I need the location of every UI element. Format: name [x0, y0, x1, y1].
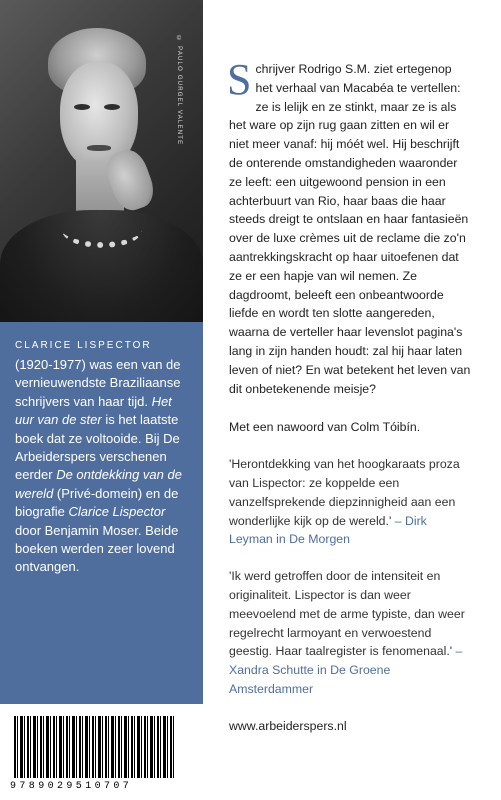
drop-cap: S	[227, 55, 252, 104]
left-column	[0, 0, 203, 800]
quote-text: 'Ik werd getroffen door de intensiteit en originaliteit. Lispector is dan weer meevoelend met de arme typiste, dan weer regelrecht larmoyant en verwoestend geestig. Haar taalregister is fenomenaal.'	[229, 569, 465, 659]
bio-text-3: (Privé-domein) en de biografie	[15, 485, 179, 520]
photo-eye-right	[104, 104, 120, 110]
afterword-note: Met een nawoord van Colm Tóibín.	[229, 420, 421, 435]
author-name: CLARICE LISPECTOR	[15, 340, 152, 351]
photo-necklace	[62, 212, 142, 248]
author-bio-text	[15, 356, 189, 577]
earlier-book-title: De ontdekking van de wereld	[15, 467, 182, 501]
author-bio-panel	[0, 322, 203, 704]
author-photo	[0, 0, 203, 322]
book-title: Het uur van de ster	[15, 393, 172, 428]
biography-title: Clarice Lispector	[68, 504, 166, 520]
photo-eye-left	[74, 104, 90, 110]
photo-mouth	[87, 145, 111, 151]
synopsis	[227, 55, 471, 398]
quote-source: – Dirk Leyman in De Morgen	[229, 513, 427, 547]
barcode	[14, 716, 174, 778]
photo-credit: © PAULO GURGEL VALENTE	[176, 36, 182, 146]
review-quote	[229, 567, 471, 699]
bio-text-4: door Benjamin Moser. Beide boeken werden zeer lovend ontvangen.	[15, 522, 179, 575]
bio-text-2: is het laatste boek dat ze voltooide. Bij De Arbeiderspers verschenen eerder	[15, 412, 180, 483]
bio-text-1: (1920-1977) was een van de vernieuwendste Braziliaanse schrijvers van haar tijd.	[15, 357, 181, 409]
quote-source: – Xandra Schutte in De Groene Amsterdammer	[229, 644, 463, 696]
back-cover-text	[227, 55, 471, 736]
quote-text: 'Herontdekking van het hoogkaraats proza van Lispector: ze koppelde een vanzelfsprekende diepzinnigheid aan een wonderlijke kijk op de wereld.'	[229, 457, 460, 528]
barcode-area	[0, 704, 203, 800]
synopsis-text: chrijver Rodrigo S.M. ziet ertegenop het verhaal van Macabéa te vertellen: ze is lelijk en ze stinkt, maar ze is als het ware op zijn rug gaan zitten en wil er niet meer vanaf: hij móét wel. Hij beschrijft de onterende omstandigheden waaronder ze leeft: een uitgewoond pension in een achterbuurt van Rio, haar baas die haar steeds dreigt te ontslaan en haar fantasieën over de luxe crèmes uit de reclame die zo'n aantrekkingskracht op haar uitoefenen dat ze er een hapje van wil nemen. Ze dagdroomt, beleeft een onbeantwoorde liefde en wordt ten slotte aangereden, waarna de verteller haar levenslot pagina's lang in zijn handen houdt: zal hij haar laten leven of niet? En wat betekent het leven van dit onbetekenende meisje?	[229, 62, 471, 396]
publisher-website[interactable]: www.arbeiderspers.nl	[229, 718, 347, 733]
review-quote	[229, 455, 471, 549]
isbn-number: 9789029510707	[10, 781, 133, 792]
